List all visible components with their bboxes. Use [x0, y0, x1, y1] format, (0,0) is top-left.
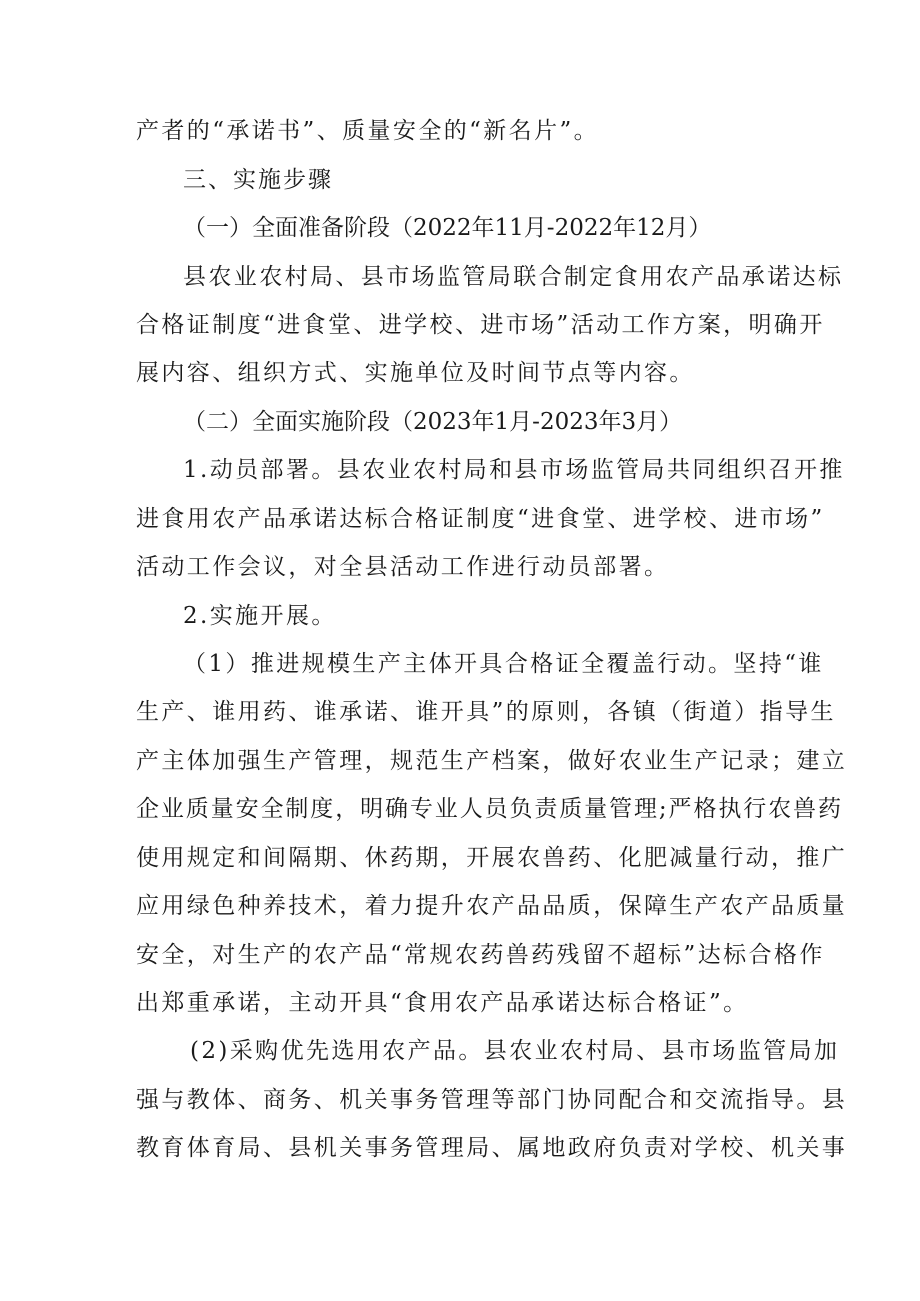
paragraph-line: 1.动员部署。县农业农村局和县市场监管局共同组织召开推: [183, 457, 845, 483]
paragraph-line: 生产、谁用药、谁承诺、谁开具”的原则，各镇（街道）指导生: [136, 699, 836, 725]
paragraph-line: 使用规定和间隔期、休药期，开展农兽药、化肥减量行动，推广: [136, 845, 848, 871]
paragraph-line: 教育体育局、县机关事务管理局、属地政府负责对学校、机关事: [136, 1135, 848, 1161]
paragraph-line: 活动工作会议，对全县活动工作进行动员部署。: [136, 554, 670, 580]
paragraph-line: 出郑重承诺，主动开具“食用农产品承诺达标合格证”。: [136, 990, 749, 1016]
section-heading: 三、实施步骤: [183, 167, 333, 193]
paragraph-line: 进食用农产品承诺达标合格证制度“进食堂、进学校、进市场”: [136, 506, 825, 532]
paragraph-line: 安全，对生产的农产品“常规农药兽药残留不超标”达标合格作: [136, 942, 825, 968]
paragraph-line: 展内容、组织方式、实施单位及时间节点等内容。: [136, 360, 695, 386]
item-heading: 2.实施开展。: [183, 603, 337, 629]
paragraph-line: 合格证制度“进食堂、进学校、进市场”活动工作方案，明确开: [136, 312, 825, 338]
paragraph-line: 产主体加强生产管理，规范生产档案，做好农业生产记录；建立: [136, 748, 848, 774]
paragraph-line: 县农业农村局、县市场监管局联合制定食用农产品承诺达标: [183, 264, 844, 290]
subsection-heading: （一）全面准备阶段（2022年11月-2022年12月）: [183, 215, 712, 241]
subsection-heading: （二）全面实施阶段（2023年1月-2023年3月）: [183, 409, 683, 435]
paragraph-line: （1）推进规模生产主体开具合格证全覆盖行动。坚持“谁: [183, 651, 824, 677]
paragraph-line: 产者的“承诺书”、质量安全的“新名片”。: [136, 118, 600, 144]
paragraph-line: 应用绿色种养技术，着力提升农产品品质，保障生产农产品质量: [136, 893, 848, 919]
paragraph-line: 企业质量安全制度，明确专业人员负责质量管理;严格执行农兽药: [136, 796, 843, 822]
paragraph-line: (2)采购优先选用农产品。县农业农村局、县市场监管局加: [190, 1038, 840, 1064]
paragraph-line: 强与教体、商务、机关事务管理等部门协同配合和交流指导。县: [136, 1087, 848, 1113]
